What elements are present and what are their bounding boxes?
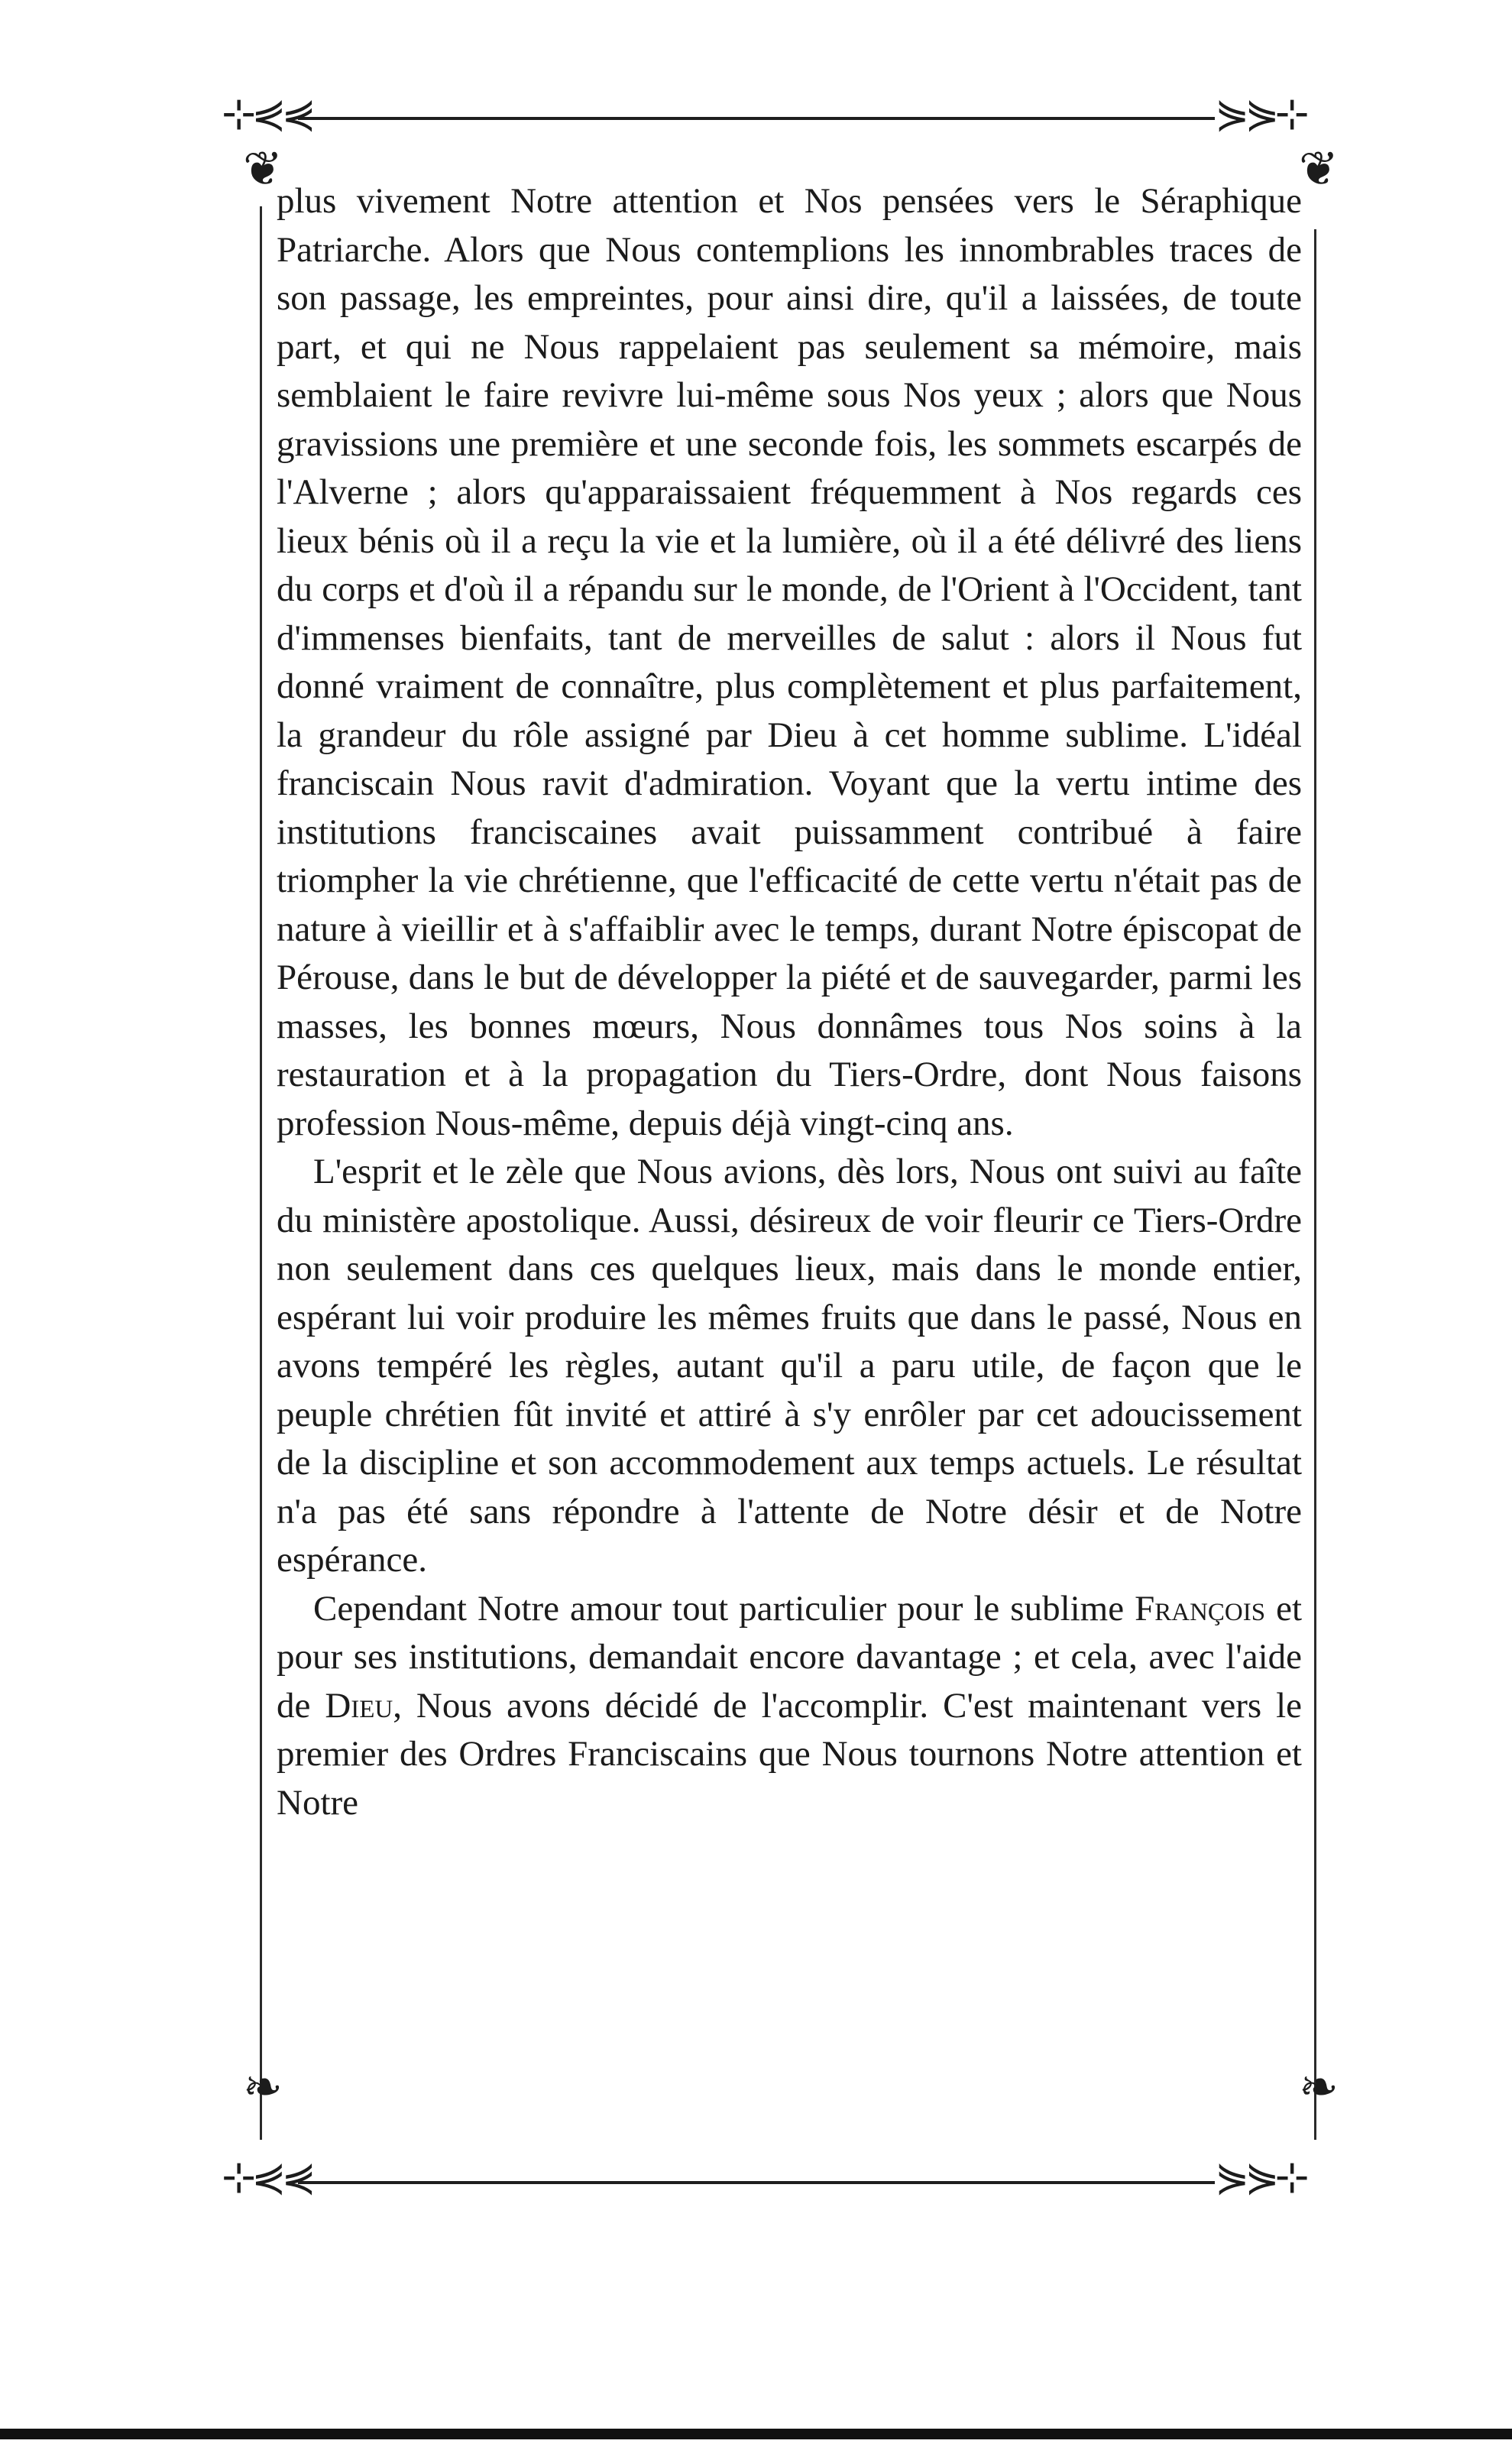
paragraph-3-text-end: , Nous avons décidé de l'accomplir. C'est maintenant vers le premier des Ordres Franciscains que Nous tournons Notre attention et Notre [277,1685,1302,1823]
top-right-ornament-icon: ⋟⋟⊹ [1215,89,1305,138]
scan-bottom-bar [0,2429,1512,2439]
top-border-rule [298,117,1215,120]
left-border-rule [260,206,262,2140]
paragraph-2: L'esprit et le zèle que Nous avions, dès lors, Nous ont suivi au faîte du ministère apostolique. Aussi, désireux de voir fleurir ce Tiers-Ordre non seulement dans ces quelques lieux, mais dans le monde entier, espérant lui voir produire les mêmes fruits que dans le passé, Nous en avons tempéré les règles, autant qu'il a paru utile, de façon que le peuple chrétien fût invité et attiré à s'y enrôler par cet adoucissement de la discipline et son accommodement aux temps actuels. Le résultat n'a pas été sans répondre à l'attente de Notre désir et de Notre espérance. [277,1152,1302,1580]
bottom-border-rule [298,2181,1215,2184]
right-bottom-fleuron-icon: ❧ [1299,2059,1339,2115]
name-dieu: Dieu [325,1685,393,1726]
bottom-left-ornament-icon: ⊹⋞⋞ [222,2153,312,2201]
bottom-right-ornament-icon: ⋟⋟⊹ [1215,2153,1305,2201]
paragraph-3 [277,1585,1302,1828]
paragraph-3-text-start: Cependant Notre amour tout particulier pour le sublime [313,1588,1135,1629]
left-bottom-fleuron-icon: ❧ [243,2059,283,2115]
name-francois: François [1135,1588,1266,1629]
paragraph-3-text-middle: et pour ses institutions, demandait encore davantage ; et cela, avec l'aide de [277,1588,1302,1726]
left-top-fleuron-icon: ❦ [243,141,283,196]
body-text [277,177,1302,1827]
top-left-ornament-icon: ⊹⋞⋞ [222,89,312,138]
right-top-fleuron-icon: ❦ [1299,141,1339,196]
right-border-rule [1314,229,1316,2140]
paragraph-1: plus vivement Notre attention et Nos pensées vers le Séraphique Patriarche. Alors que Nous contemplions les innombrables traces de son passage, les empreintes, pour ainsi dire, qu'il a laissées, de toute part, et qui ne Nous rappelaient pas seulement sa mémoire, mais semblaient le faire revivre lui-même sous Nos yeux ; alors que Nous gravissions une première et une seconde fois, les sommets escarpés de l'Alverne ; alors qu'apparaissaient fréquemment à Nos regards ces lieux bénis où il a reçu la vie et la lumière, où il a été délivré des liens du corps et d'où il a répandu sur le monde, de l'Orient à l'Occident, tant d'immenses bienfaits, tant de merveilles de salut : alors il Nous fut donné vraiment de connaître, plus complètement et plus parfaitement, la grandeur du rôle assigné par Dieu à cet homme sublime. L'idéal franciscain Nous ravit d'admiration. Voyant que la vertu intime des institutions franciscaines avait puissamment contribué à faire triompher la vie chrétienne, que l'efficacité de cette vertu n'était pas de nature à vieillir et à s'affaiblir avec le temps, durant Notre épiscopat de Pérouse, dans le but de développer la piété et de sauvegarder, parmi les masses, les bonnes mœurs, Nous donnâmes tous Nos soins à la restauration et à la propagation du Tiers-Ordre, dont Nous faisons profession Nous-même, depuis déjà vingt-cinq ans. [277,181,1302,1143]
